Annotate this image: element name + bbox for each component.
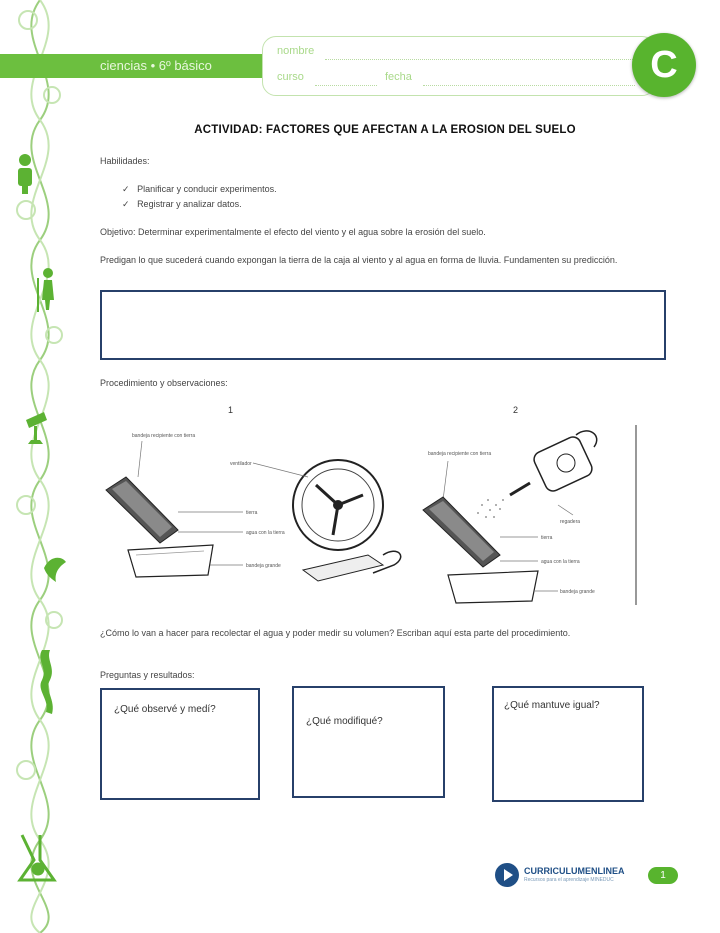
observe-medi-box[interactable] <box>100 688 260 800</box>
procedimiento-heading: Procedimiento y observaciones: <box>100 378 228 388</box>
habilidad-text: Registrar y analizar datos. <box>137 199 242 209</box>
figure-2-label: agua con la tierra <box>541 559 580 565</box>
figure-1-label: agua con la tierra <box>246 530 285 536</box>
modifique-box[interactable] <box>292 686 445 798</box>
decorative-vine-border <box>0 0 80 933</box>
collection-tray <box>128 545 213 577</box>
activity-title: ACTIVIDAD: FACTORES QUE AFECTAN A LA EROSION DEL SUELO <box>194 124 576 136</box>
preguntas-heading: Preguntas y resultados: <box>100 670 195 680</box>
curso-label: curso <box>277 71 304 83</box>
tilted-soil-tray <box>423 497 500 567</box>
figure-1-label: bandeja recipiente con tierra <box>132 433 196 439</box>
check-icon: ✓ <box>122 199 130 209</box>
tilted-soil-tray <box>106 477 178 543</box>
figure-2-label: bandeja grande <box>560 589 595 595</box>
prediccion-prompt: Predigan lo que sucederá cuando expongan la tierra de la caja al viento y al agua en forma de lluvia. Fundamenten su predicción. <box>100 255 618 265</box>
figure-1-number: 1 <box>228 405 234 415</box>
fecha-label: fecha <box>385 71 412 83</box>
objetivo-text: Objetivo: Determinar experimentalmente el efecto del viento y el agua sobre la erosión del suelo. <box>100 227 486 237</box>
fan-illustration <box>293 460 401 581</box>
fecha-field[interactable] <box>423 84 635 86</box>
observe-medi-question: ¿Qué observé y medí? <box>114 704 216 715</box>
habilidad-item <box>122 184 277 195</box>
watering-can-illustration <box>510 431 597 495</box>
recolectar-prompt: ¿Cómo lo van a hacer para recolectar el agua y poder medir su volumen? Escriban aquí esta parte del procedimiento. <box>100 628 571 638</box>
brand-name: CURRICULUMENLINEA <box>524 866 625 876</box>
habilidades-heading: Habilidades: <box>100 156 150 166</box>
mantuve-igual-question: ¿Qué mantuve igual? <box>504 700 600 711</box>
collection-tray <box>448 571 538 603</box>
habilidad-item <box>122 199 242 210</box>
prediccion-answer-box[interactable] <box>100 290 666 360</box>
figure-1-label: tierra <box>246 510 258 516</box>
figure-1-label: ventilador <box>230 461 252 467</box>
student-info-box <box>262 36 656 96</box>
figure-2-label: bandeja recipiente con tierra <box>428 451 492 457</box>
level-badge: C <box>632 33 696 97</box>
habilidad-text: Planificar y conducir experimentos. <box>137 184 277 194</box>
procedure-illustrations <box>98 405 648 610</box>
curso-field[interactable] <box>315 84 377 86</box>
water-spray <box>477 499 504 518</box>
figure-1-label: bandeja grande <box>246 563 281 569</box>
play-logo-icon <box>494 862 520 888</box>
modifique-question: ¿Qué modifiqué? <box>306 716 383 727</box>
figure-2-number: 2 <box>513 405 519 415</box>
figure-2-label: regadera <box>560 519 581 525</box>
brand-tagline: Recursos para el aprendizaje MINEDUC <box>524 877 614 883</box>
figure-2-label: tierra <box>541 535 553 541</box>
subject-label: ciencias • 6º básico <box>100 58 212 73</box>
nombre-label: nombre <box>277 45 315 57</box>
mantuve-igual-box[interactable] <box>492 686 644 802</box>
page-number: 1 <box>648 867 678 884</box>
nombre-field[interactable] <box>325 58 635 60</box>
check-icon: ✓ <box>122 184 130 194</box>
